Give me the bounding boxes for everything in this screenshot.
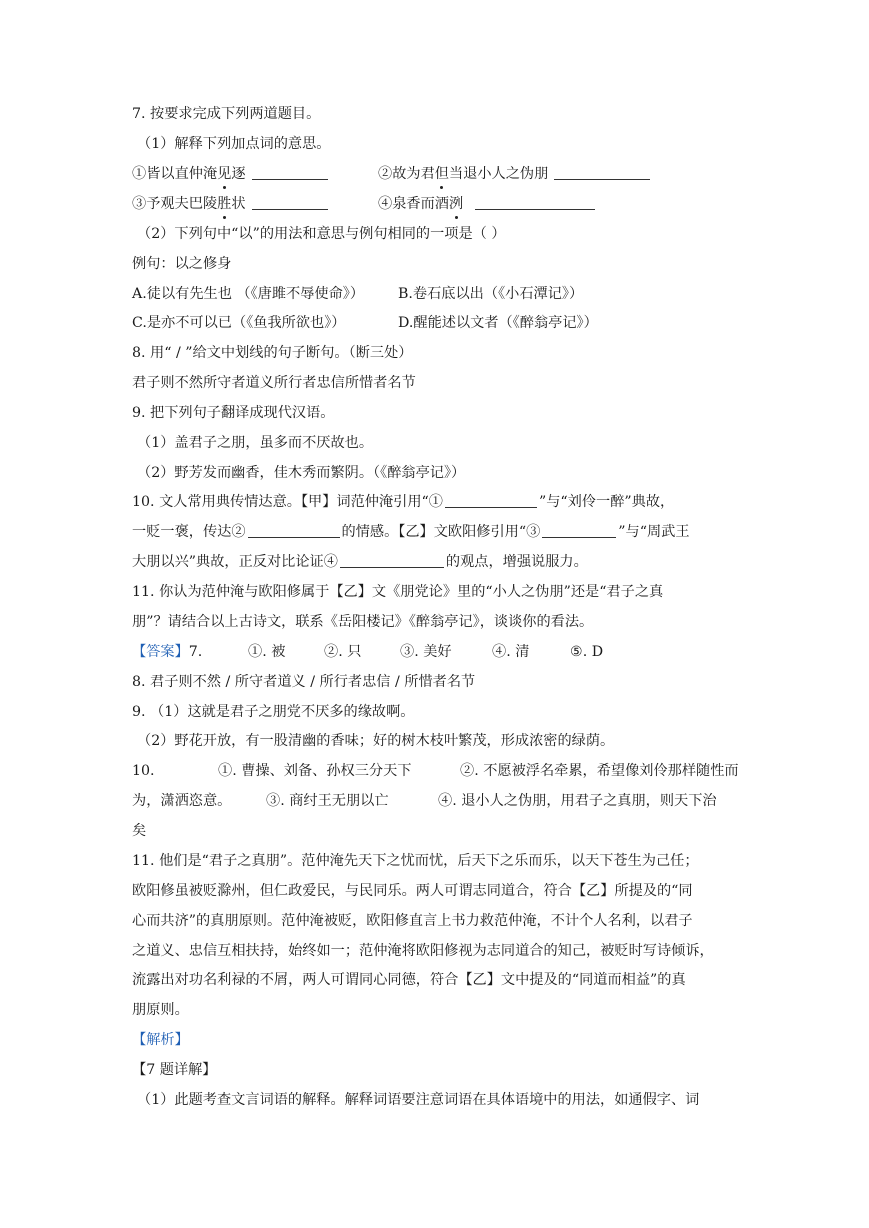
answer-line-7: 【答案】7. [132,644,203,660]
q7-option-a: A.徒以有先生也 （《唐雎不辱使命》） [132,286,365,302]
answer-7-item-3: ③. 美好 [400,644,452,660]
answer-9-1: 9. （1）这就是君子之朋党不厌多的缘故啊。 [132,704,415,720]
answer-9-2: （2）野花开放，有一股清幽的香味；好的树木枝叶繁茂，形成浓密的绿荫。 [137,733,615,749]
answer-10-item-4-cont: 矣 [132,823,147,839]
answer-11-line-3: 心而共济”的真朋原则。范仲淹被贬，欧阳修直言上书力救范仲淹，不计个人名利，以君子 [132,913,693,929]
dotted-char: 洌 [448,196,464,212]
q7-item-1: ①皆以直仲淹见逐 [132,164,328,184]
q7-part1-title: （1）解释下列加点词的意思。 [137,136,331,152]
q7-example: 例句：以之修身 [132,256,232,272]
q7-option-c: C.是亦不可以已（《鱼我所欲也》） [132,315,346,331]
analysis-sub-title: 【7 题详解】 [132,1062,217,1078]
answer-11-line-4: 之道义、忠信互相扶持，始终如一；范仲淹将欧阳修视为志同道合的知己，被贬时写诗倾诉， [132,943,714,959]
q8-title: 8. 用“ / ”给文中划线的句子断句。（断三处） [132,345,413,361]
q7-title: 7. 按要求完成下列两道题目。 [132,106,321,122]
dotted-char: 见 [217,166,232,182]
q10-line-3: 大朋以兴”典故，正反对比论证④ 的观点，增强说服力。 [132,554,588,570]
q7-part2-title: （2）下列句中“以”的用法和意思与例句相同的一项是（ ） [137,226,506,242]
answer-blank [542,523,616,538]
q10-line-1: 10. 文人常用典传情达意。【甲】词范仲淹引用“① ”与“刘伶一醉”典故， [132,494,675,510]
q7-item-4: ④泉香而酒洌 [378,194,595,214]
dotted-char: 胜 [217,196,232,212]
answer-11-line-5: 流露出对功名利禄的不屑，两人可谓同心同德，符合【乙】文中提及的“同道而相益”的真 [132,972,686,988]
answer-10-item-3: ③. 商纣王无朋以亡 [266,793,389,809]
answer-7-item-1: ①. 被 [248,644,286,660]
answer-10-item-2: ②. 不愿被浮名牵累，希望像刘伶那样随性而 [460,763,739,779]
answer-7-item-2: ②. 只 [324,644,362,660]
answer-11-line-2: 欧阳修虽被贬滁州，但仁政爱民，与民同乐。两人可谓志同道合，符合【乙】所提及的“同 [132,883,693,899]
dotted-char: 但 [434,166,449,182]
answer-blank [554,165,650,180]
q7-item-2: ②故为君但当退小人之伪朋 [378,164,650,184]
q9-sentence-1: （1）盖君子之朋，虽多而不厌故也。 [137,435,374,451]
q10-line-2: 一贬一褒，传达② 的情感。【乙】文欧阳修引用“③ ”与“周武王 [132,524,690,540]
q11-line-1: 11. 你认为范仲淹与欧阳修属于【乙】文《朋党论》里的“小人之伪朋”还是“君子之真 [132,584,664,600]
answer-blank [252,165,328,180]
analysis-label: 【解析】 [132,1032,189,1048]
answer-10-number: 10. [132,763,155,779]
q7-option-d: D.醒能述以文者（《醉翁亭记》） [398,315,598,331]
answer-8: 8. 君子则不然 / 所守者道义 / 所行者忠信 / 所惜者名节 [132,674,476,690]
answer-10-item-4: ④. 退小人之伪朋，用君子之真朋，则天下治 [438,793,717,809]
q11-line-2: 朋”？请结合以上古诗文，联系《岳阳楼记》《醉翁亭记》，谈谈你的看法。 [132,614,594,630]
answer-blank [475,195,595,210]
answer-10-item-1: ①. 曹操、刘备、孙权三分天下 [218,763,412,779]
q7-item-3: ③予观夫巴陵胜状 [132,194,328,214]
q8-sentence: 君子则不然所守者道义所行者忠信所惜者名节 [132,375,416,391]
q9-sentence-2: （2）野芳发而幽香，佳木秀而繁阴。（《醉翁亭记》） [137,465,466,481]
answer-blank [252,195,328,210]
answer-label: 【答案】 [132,644,189,660]
q9-title: 9. 把下列句子翻译成现代汉语。 [132,405,335,421]
answer-7-item-5: ⑤. D [570,644,604,660]
answer-blank [340,553,444,568]
analysis-line-1: （1）此题考查文言词语的解释。解释词语要注意词语在具体语境中的用法，如通假字、词 [137,1092,700,1108]
answer-11-line-1: 11. 他们是“君子之真朋”。范仲淹先天下之忧而忧，后天下之乐而乐，以天下苍生为己任； [132,853,699,869]
answer-11-line-6: 朋原则。 [132,1002,189,1018]
answer-blank [445,493,537,508]
answer-10-item-2-cont: 为，潇洒恣意。 [132,793,232,809]
answer-blank [248,523,340,538]
answer-7-item-4: ④. 清 [492,644,530,660]
q7-option-b: B.卷石底以出（《小石潭记》） [398,286,584,302]
